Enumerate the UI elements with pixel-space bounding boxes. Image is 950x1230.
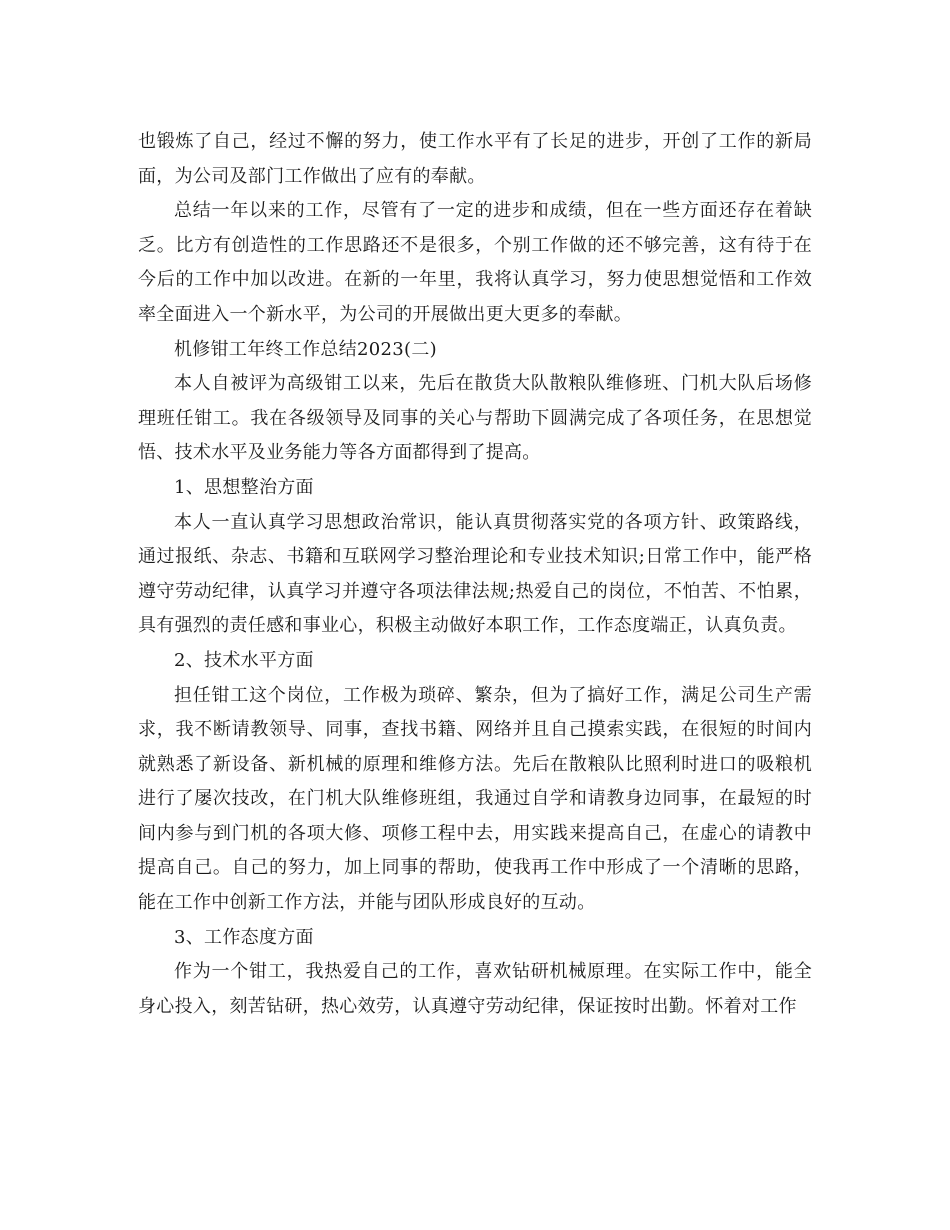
paragraph-attitude: 作为一个钳工，我热爱自己的工作，喜欢钻研机械原理。在实际工作中，能全身心投入，刻苦钻研，热心效劳，认真遵守劳动纪律，保证按时出勤。怀着对工作 — [138, 961, 812, 1017]
paragraph-intro: 本人自被评为高级钳工以来，先后在散货大队散粮队维修班、门机大队后场修理班任钳工。我在各级领导及同事的关心与帮助下圆满完成了各项任务，在思想觉悟、技术水平及业务能力等各方面都得到了提高。 — [138, 373, 812, 464]
heading-attitude: 3、工作态度方面 — [174, 926, 314, 948]
heading-technical: 2、技术水平方面 — [174, 649, 314, 671]
paragraph-ideology: 本人一直认真学习思想政治常识，能认真贯彻落实党的各项方针、政策路线，通过报纸、杂志、书籍和互联网学习整治理论和专业技术知识;日常工作中，能严格遵守劳动纪律，认真学习并遵守各项法律法规;热爱自己的岗位，不怕苦、不怕累，具有强烈的责任感和事业心，积极主动做好本职工作，工作态度端正，认真负责。 — [138, 511, 812, 637]
document-page — [138, 125, 812, 1024]
paragraph-summary: 总结一年以来的工作，尽管有了一定的进步和成绩，但在一些方面还存在着缺乏。比方有创造性的工作思路还不是很多，个别工作做的还不够完善，这有待于在今后的工作中加以改进。在新的一年里，我将认真学习，努力使思想觉悟和工作效率全面进入一个新水平，为公司的开展做出更大更多的奉献。 — [138, 200, 812, 325]
heading-ideology: 1、思想整治方面 — [174, 476, 314, 498]
section-title: 机修钳工年终工作总结2023(二) — [174, 338, 437, 360]
paragraph-continuation: 也锻炼了自己，经过不懈的努力，使工作水平有了长足的进步，开创了工作的新局面，为公司及部门工作做出了应有的奉献。 — [138, 131, 812, 187]
paragraph-technical: 担任钳工这个岗位，工作极为琐碎、繁杂，但为了搞好工作，满足公司生产需求，我不断请教领导、同事，查找书籍、网络并且自己摸索实践，在很短的时间内就熟悉了新设备、新机械的原理和维修方法。先后在散粮队比照利时进口的吸粮机进行了屡次技改，在门机大队维修班组，我通过自学和请教身边同事，在最短的时间内参与到门机的各项大修、项修工程中去，用实践来提高自己，在虚心的请教中提高自己。自己的努力，加上同事的帮助，使我再工作中形成了一个清晰的思路，能在工作中创新工作方法，并能与团队形成良好的互动。 — [138, 684, 812, 914]
